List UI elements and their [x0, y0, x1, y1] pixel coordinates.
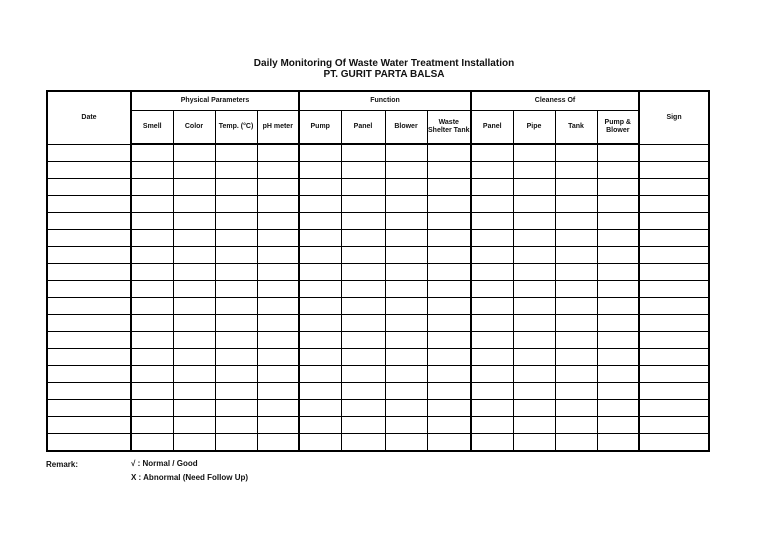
- check-cell[interactable]: [385, 366, 427, 383]
- check-cell[interactable]: [427, 281, 471, 298]
- check-cell[interactable]: [131, 196, 173, 213]
- check-cell[interactable]: [257, 196, 299, 213]
- check-cell[interactable]: [471, 281, 513, 298]
- check-cell[interactable]: [341, 315, 385, 332]
- check-cell[interactable]: [513, 417, 555, 434]
- table-row: [47, 162, 709, 179]
- date-cell[interactable]: [47, 417, 131, 434]
- sign-cell[interactable]: [639, 417, 709, 434]
- check-cell[interactable]: [427, 264, 471, 281]
- sign-cell[interactable]: [639, 281, 709, 298]
- check-cell[interactable]: [173, 179, 215, 196]
- check-cell[interactable]: [513, 400, 555, 417]
- check-cell[interactable]: [341, 144, 385, 162]
- check-cell[interactable]: [215, 281, 257, 298]
- check-cell[interactable]: [299, 298, 341, 315]
- check-cell[interactable]: [597, 400, 639, 417]
- check-cell[interactable]: [555, 332, 597, 349]
- table-row: [47, 434, 709, 452]
- check-cell[interactable]: [257, 264, 299, 281]
- check-cell[interactable]: [173, 400, 215, 417]
- check-cell[interactable]: [385, 162, 427, 179]
- check-cell[interactable]: [131, 417, 173, 434]
- sign-cell[interactable]: [639, 179, 709, 196]
- check-cell[interactable]: [215, 349, 257, 366]
- check-cell[interactable]: [299, 400, 341, 417]
- check-cell[interactable]: [471, 332, 513, 349]
- check-cell[interactable]: [131, 434, 173, 452]
- check-cell[interactable]: [341, 298, 385, 315]
- date-cell[interactable]: [47, 144, 131, 162]
- check-cell[interactable]: [385, 230, 427, 247]
- check-cell[interactable]: [427, 383, 471, 400]
- check-cell[interactable]: [341, 230, 385, 247]
- check-cell[interactable]: [215, 315, 257, 332]
- sign-cell[interactable]: [639, 196, 709, 213]
- date-header: Date: [47, 91, 131, 144]
- check-cell[interactable]: [257, 434, 299, 452]
- check-cell[interactable]: [597, 332, 639, 349]
- table-row: [47, 264, 709, 281]
- col-header-pump: Pump: [299, 111, 341, 145]
- col-header-clean-tank: Tank: [555, 111, 597, 145]
- check-cell[interactable]: [427, 298, 471, 315]
- group-header-cleaness: Cleaness Of: [471, 91, 639, 111]
- sign-header: Sign: [639, 91, 709, 144]
- sign-cell[interactable]: [639, 213, 709, 230]
- check-cell[interactable]: [427, 179, 471, 196]
- check-cell[interactable]: [299, 144, 341, 162]
- check-cell[interactable]: [471, 298, 513, 315]
- check-cell[interactable]: [471, 264, 513, 281]
- check-cell[interactable]: [299, 230, 341, 247]
- remark-normal: √ : Normal / Good: [131, 459, 198, 468]
- check-cell[interactable]: [257, 213, 299, 230]
- check-cell[interactable]: [555, 349, 597, 366]
- check-cell[interactable]: [173, 230, 215, 247]
- check-cell[interactable]: [427, 332, 471, 349]
- check-cell[interactable]: [555, 247, 597, 264]
- check-cell[interactable]: [597, 247, 639, 264]
- check-cell[interactable]: [299, 349, 341, 366]
- check-cell[interactable]: [427, 247, 471, 264]
- sign-cell[interactable]: [639, 264, 709, 281]
- sign-cell[interactable]: [639, 247, 709, 264]
- check-cell[interactable]: [215, 383, 257, 400]
- check-cell[interactable]: [341, 281, 385, 298]
- check-cell[interactable]: [513, 144, 555, 162]
- date-cell[interactable]: [47, 179, 131, 196]
- group-header-physical: Physical Parameters: [131, 91, 299, 111]
- check-cell[interactable]: [513, 179, 555, 196]
- check-cell[interactable]: [385, 434, 427, 452]
- check-cell[interactable]: [341, 196, 385, 213]
- check-cell[interactable]: [427, 144, 471, 162]
- check-cell[interactable]: [257, 281, 299, 298]
- sign-cell[interactable]: [639, 400, 709, 417]
- table-body: [47, 144, 709, 451]
- check-cell[interactable]: [513, 196, 555, 213]
- check-cell[interactable]: [385, 298, 427, 315]
- check-cell[interactable]: [299, 366, 341, 383]
- check-cell[interactable]: [299, 383, 341, 400]
- check-cell[interactable]: [173, 332, 215, 349]
- check-cell[interactable]: [385, 383, 427, 400]
- date-cell[interactable]: [47, 298, 131, 315]
- table-row: [47, 349, 709, 366]
- check-cell[interactable]: [257, 366, 299, 383]
- col-header-panel: Panel: [341, 111, 385, 145]
- check-cell[interactable]: [215, 332, 257, 349]
- check-cell[interactable]: [513, 264, 555, 281]
- check-cell[interactable]: [299, 247, 341, 264]
- sign-cell[interactable]: [639, 366, 709, 383]
- check-cell[interactable]: [131, 213, 173, 230]
- check-cell[interactable]: [513, 366, 555, 383]
- check-cell[interactable]: [513, 298, 555, 315]
- sign-cell[interactable]: [639, 162, 709, 179]
- check-cell[interactable]: [341, 434, 385, 452]
- check-cell[interactable]: [257, 144, 299, 162]
- col-header-blower: Blower: [385, 111, 427, 145]
- check-cell[interactable]: [131, 247, 173, 264]
- check-cell[interactable]: [555, 400, 597, 417]
- check-cell[interactable]: [341, 179, 385, 196]
- check-cell[interactable]: [299, 196, 341, 213]
- check-cell[interactable]: [555, 213, 597, 230]
- check-cell[interactable]: [555, 281, 597, 298]
- check-cell[interactable]: [513, 281, 555, 298]
- check-cell[interactable]: [215, 162, 257, 179]
- check-cell[interactable]: [513, 332, 555, 349]
- table-row: [47, 298, 709, 315]
- check-cell[interactable]: [215, 298, 257, 315]
- check-cell[interactable]: [555, 196, 597, 213]
- check-cell[interactable]: [341, 332, 385, 349]
- date-cell[interactable]: [47, 213, 131, 230]
- check-cell[interactable]: [385, 144, 427, 162]
- check-cell[interactable]: [385, 417, 427, 434]
- check-cell[interactable]: [257, 179, 299, 196]
- check-cell[interactable]: [597, 434, 639, 452]
- check-cell[interactable]: [597, 162, 639, 179]
- check-cell[interactable]: [257, 162, 299, 179]
- monitoring-table: [46, 90, 710, 452]
- table-row: [47, 400, 709, 417]
- check-cell[interactable]: [173, 213, 215, 230]
- check-cell[interactable]: [257, 230, 299, 247]
- check-cell[interactable]: [299, 264, 341, 281]
- date-cell[interactable]: [47, 264, 131, 281]
- check-cell[interactable]: [215, 434, 257, 452]
- check-cell[interactable]: [513, 213, 555, 230]
- table-row: [47, 366, 709, 383]
- check-cell[interactable]: [513, 247, 555, 264]
- check-cell[interactable]: [173, 434, 215, 452]
- check-cell[interactable]: [341, 213, 385, 230]
- check-cell[interactable]: [131, 383, 173, 400]
- sign-cell[interactable]: [639, 434, 709, 452]
- table-row: [47, 332, 709, 349]
- check-cell[interactable]: [299, 179, 341, 196]
- check-cell[interactable]: [597, 230, 639, 247]
- check-cell[interactable]: [555, 144, 597, 162]
- col-header-smell: Smell: [131, 111, 173, 145]
- sign-cell[interactable]: [639, 383, 709, 400]
- check-cell[interactable]: [173, 264, 215, 281]
- check-cell[interactable]: [299, 162, 341, 179]
- check-cell[interactable]: [173, 281, 215, 298]
- check-cell[interactable]: [555, 162, 597, 179]
- date-cell[interactable]: [47, 400, 131, 417]
- check-cell[interactable]: [471, 230, 513, 247]
- remark-abnormal: X : Abnormal (Need Follow Up): [131, 473, 249, 482]
- check-cell[interactable]: [341, 247, 385, 264]
- check-cell[interactable]: [471, 162, 513, 179]
- table-row: [47, 417, 709, 434]
- check-cell[interactable]: [427, 434, 471, 452]
- check-cell[interactable]: [215, 247, 257, 264]
- check-cell[interactable]: [555, 417, 597, 434]
- check-cell[interactable]: [427, 366, 471, 383]
- sign-cell[interactable]: [639, 349, 709, 366]
- check-cell[interactable]: [215, 366, 257, 383]
- check-cell[interactable]: [471, 315, 513, 332]
- check-cell[interactable]: [341, 366, 385, 383]
- check-cell[interactable]: [173, 366, 215, 383]
- check-cell[interactable]: [257, 417, 299, 434]
- col-header-waste-shelter-tank: Waste Shelter Tank: [427, 111, 471, 145]
- check-cell[interactable]: [131, 264, 173, 281]
- table-row: [47, 383, 709, 400]
- check-cell[interactable]: [299, 281, 341, 298]
- check-cell[interactable]: [555, 383, 597, 400]
- check-cell[interactable]: [597, 213, 639, 230]
- check-cell[interactable]: [131, 281, 173, 298]
- check-cell[interactable]: [427, 349, 471, 366]
- check-cell[interactable]: [597, 383, 639, 400]
- check-cell[interactable]: [257, 383, 299, 400]
- check-cell[interactable]: [131, 162, 173, 179]
- check-cell[interactable]: [131, 298, 173, 315]
- check-cell[interactable]: [597, 315, 639, 332]
- check-cell[interactable]: [385, 264, 427, 281]
- check-cell[interactable]: [513, 434, 555, 452]
- check-cell[interactable]: [215, 400, 257, 417]
- check-cell[interactable]: [131, 400, 173, 417]
- check-cell[interactable]: [555, 298, 597, 315]
- check-cell[interactable]: [471, 366, 513, 383]
- document-title: Daily Monitoring Of Waste Water Treatment Installation: [253, 58, 515, 69]
- group-header-function: Function: [299, 91, 471, 111]
- check-cell[interactable]: [471, 213, 513, 230]
- check-cell[interactable]: [427, 315, 471, 332]
- check-cell[interactable]: [427, 400, 471, 417]
- check-cell[interactable]: [513, 162, 555, 179]
- check-cell[interactable]: [173, 349, 215, 366]
- date-cell[interactable]: [47, 383, 131, 400]
- check-cell[interactable]: [257, 247, 299, 264]
- check-cell[interactable]: [299, 213, 341, 230]
- check-cell[interactable]: [471, 179, 513, 196]
- col-header-clean-panel: Panel: [471, 111, 513, 145]
- check-cell[interactable]: [471, 144, 513, 162]
- check-cell[interactable]: [341, 383, 385, 400]
- check-cell[interactable]: [173, 196, 215, 213]
- check-cell[interactable]: [131, 144, 173, 162]
- check-cell[interactable]: [299, 332, 341, 349]
- remark-label: Remark:: [46, 460, 79, 469]
- check-cell[interactable]: [597, 366, 639, 383]
- table-row: [47, 213, 709, 230]
- check-cell[interactable]: [555, 434, 597, 452]
- date-cell[interactable]: [47, 434, 131, 452]
- check-cell[interactable]: [555, 230, 597, 247]
- check-cell[interactable]: [555, 315, 597, 332]
- table-row: [47, 315, 709, 332]
- check-cell[interactable]: [427, 417, 471, 434]
- table-row: [47, 179, 709, 196]
- check-cell[interactable]: [513, 383, 555, 400]
- check-cell[interactable]: [597, 349, 639, 366]
- table-row: [47, 247, 709, 264]
- check-cell[interactable]: [427, 230, 471, 247]
- check-cell[interactable]: [131, 230, 173, 247]
- check-cell[interactable]: [173, 298, 215, 315]
- check-cell[interactable]: [215, 144, 257, 162]
- check-cell[interactable]: [341, 349, 385, 366]
- company-name: PT. GURIT PARTA BALSA: [323, 69, 445, 80]
- check-cell[interactable]: [173, 417, 215, 434]
- check-cell[interactable]: [299, 417, 341, 434]
- check-cell[interactable]: [513, 349, 555, 366]
- check-cell[interactable]: [173, 247, 215, 264]
- table-row: [47, 144, 709, 162]
- sign-cell[interactable]: [639, 332, 709, 349]
- check-cell[interactable]: [427, 196, 471, 213]
- date-cell[interactable]: [47, 162, 131, 179]
- check-cell[interactable]: [471, 349, 513, 366]
- sign-cell[interactable]: [639, 298, 709, 315]
- check-cell[interactable]: [471, 383, 513, 400]
- date-cell[interactable]: [47, 315, 131, 332]
- sign-cell[interactable]: [639, 315, 709, 332]
- col-header-color: Color: [173, 111, 215, 145]
- check-cell[interactable]: [385, 315, 427, 332]
- check-cell[interactable]: [597, 417, 639, 434]
- date-cell[interactable]: [47, 281, 131, 298]
- sign-cell[interactable]: [639, 230, 709, 247]
- date-cell[interactable]: [47, 332, 131, 349]
- check-cell[interactable]: [131, 349, 173, 366]
- check-cell[interactable]: [597, 281, 639, 298]
- check-cell[interactable]: [385, 247, 427, 264]
- check-cell[interactable]: [215, 213, 257, 230]
- check-cell[interactable]: [215, 264, 257, 281]
- table-row: [47, 196, 709, 213]
- check-cell[interactable]: [385, 332, 427, 349]
- check-cell[interactable]: [471, 247, 513, 264]
- check-cell[interactable]: [131, 366, 173, 383]
- date-cell[interactable]: [47, 196, 131, 213]
- check-cell[interactable]: [513, 230, 555, 247]
- check-cell[interactable]: [341, 162, 385, 179]
- check-cell[interactable]: [471, 434, 513, 452]
- check-cell[interactable]: [597, 264, 639, 281]
- check-cell[interactable]: [257, 298, 299, 315]
- check-cell[interactable]: [385, 179, 427, 196]
- check-cell[interactable]: [215, 179, 257, 196]
- check-cell[interactable]: [513, 315, 555, 332]
- check-cell[interactable]: [341, 400, 385, 417]
- date-cell[interactable]: [47, 349, 131, 366]
- check-cell[interactable]: [173, 315, 215, 332]
- check-cell[interactable]: [173, 144, 215, 162]
- date-cell[interactable]: [47, 366, 131, 383]
- col-header-clean-pump-blower: Pump & Blower: [597, 111, 639, 145]
- check-cell[interactable]: [257, 332, 299, 349]
- check-cell[interactable]: [597, 196, 639, 213]
- check-cell[interactable]: [471, 196, 513, 213]
- col-header-ph-meter: pH meter: [257, 111, 299, 145]
- check-cell[interactable]: [385, 349, 427, 366]
- check-cell[interactable]: [341, 417, 385, 434]
- check-cell[interactable]: [471, 417, 513, 434]
- check-cell[interactable]: [597, 298, 639, 315]
- check-cell[interactable]: [385, 281, 427, 298]
- check-cell[interactable]: [385, 400, 427, 417]
- check-cell[interactable]: [299, 315, 341, 332]
- check-cell[interactable]: [341, 264, 385, 281]
- col-header-clean-pipe: Pipe: [513, 111, 555, 145]
- check-cell[interactable]: [257, 349, 299, 366]
- table-row: [47, 281, 709, 298]
- check-cell[interactable]: [299, 434, 341, 452]
- check-cell[interactable]: [215, 196, 257, 213]
- check-cell[interactable]: [471, 400, 513, 417]
- check-cell[interactable]: [555, 179, 597, 196]
- col-header-temp: Temp. (°C): [215, 111, 257, 145]
- date-cell[interactable]: [47, 247, 131, 264]
- check-cell[interactable]: [555, 366, 597, 383]
- check-cell[interactable]: [597, 144, 639, 162]
- check-cell[interactable]: [131, 179, 173, 196]
- check-cell[interactable]: [257, 315, 299, 332]
- table-row: [47, 230, 709, 247]
- check-cell[interactable]: [427, 162, 471, 179]
- check-cell[interactable]: [385, 196, 427, 213]
- check-cell[interactable]: [597, 179, 639, 196]
- sign-cell[interactable]: [639, 144, 709, 162]
- check-cell[interactable]: [257, 400, 299, 417]
- check-cell[interactable]: [173, 162, 215, 179]
- check-cell[interactable]: [385, 213, 427, 230]
- check-cell[interactable]: [173, 383, 215, 400]
- date-cell[interactable]: [47, 230, 131, 247]
- check-cell[interactable]: [215, 230, 257, 247]
- check-cell[interactable]: [131, 315, 173, 332]
- check-cell[interactable]: [131, 332, 173, 349]
- check-cell[interactable]: [555, 264, 597, 281]
- check-cell[interactable]: [427, 213, 471, 230]
- check-cell[interactable]: [215, 417, 257, 434]
